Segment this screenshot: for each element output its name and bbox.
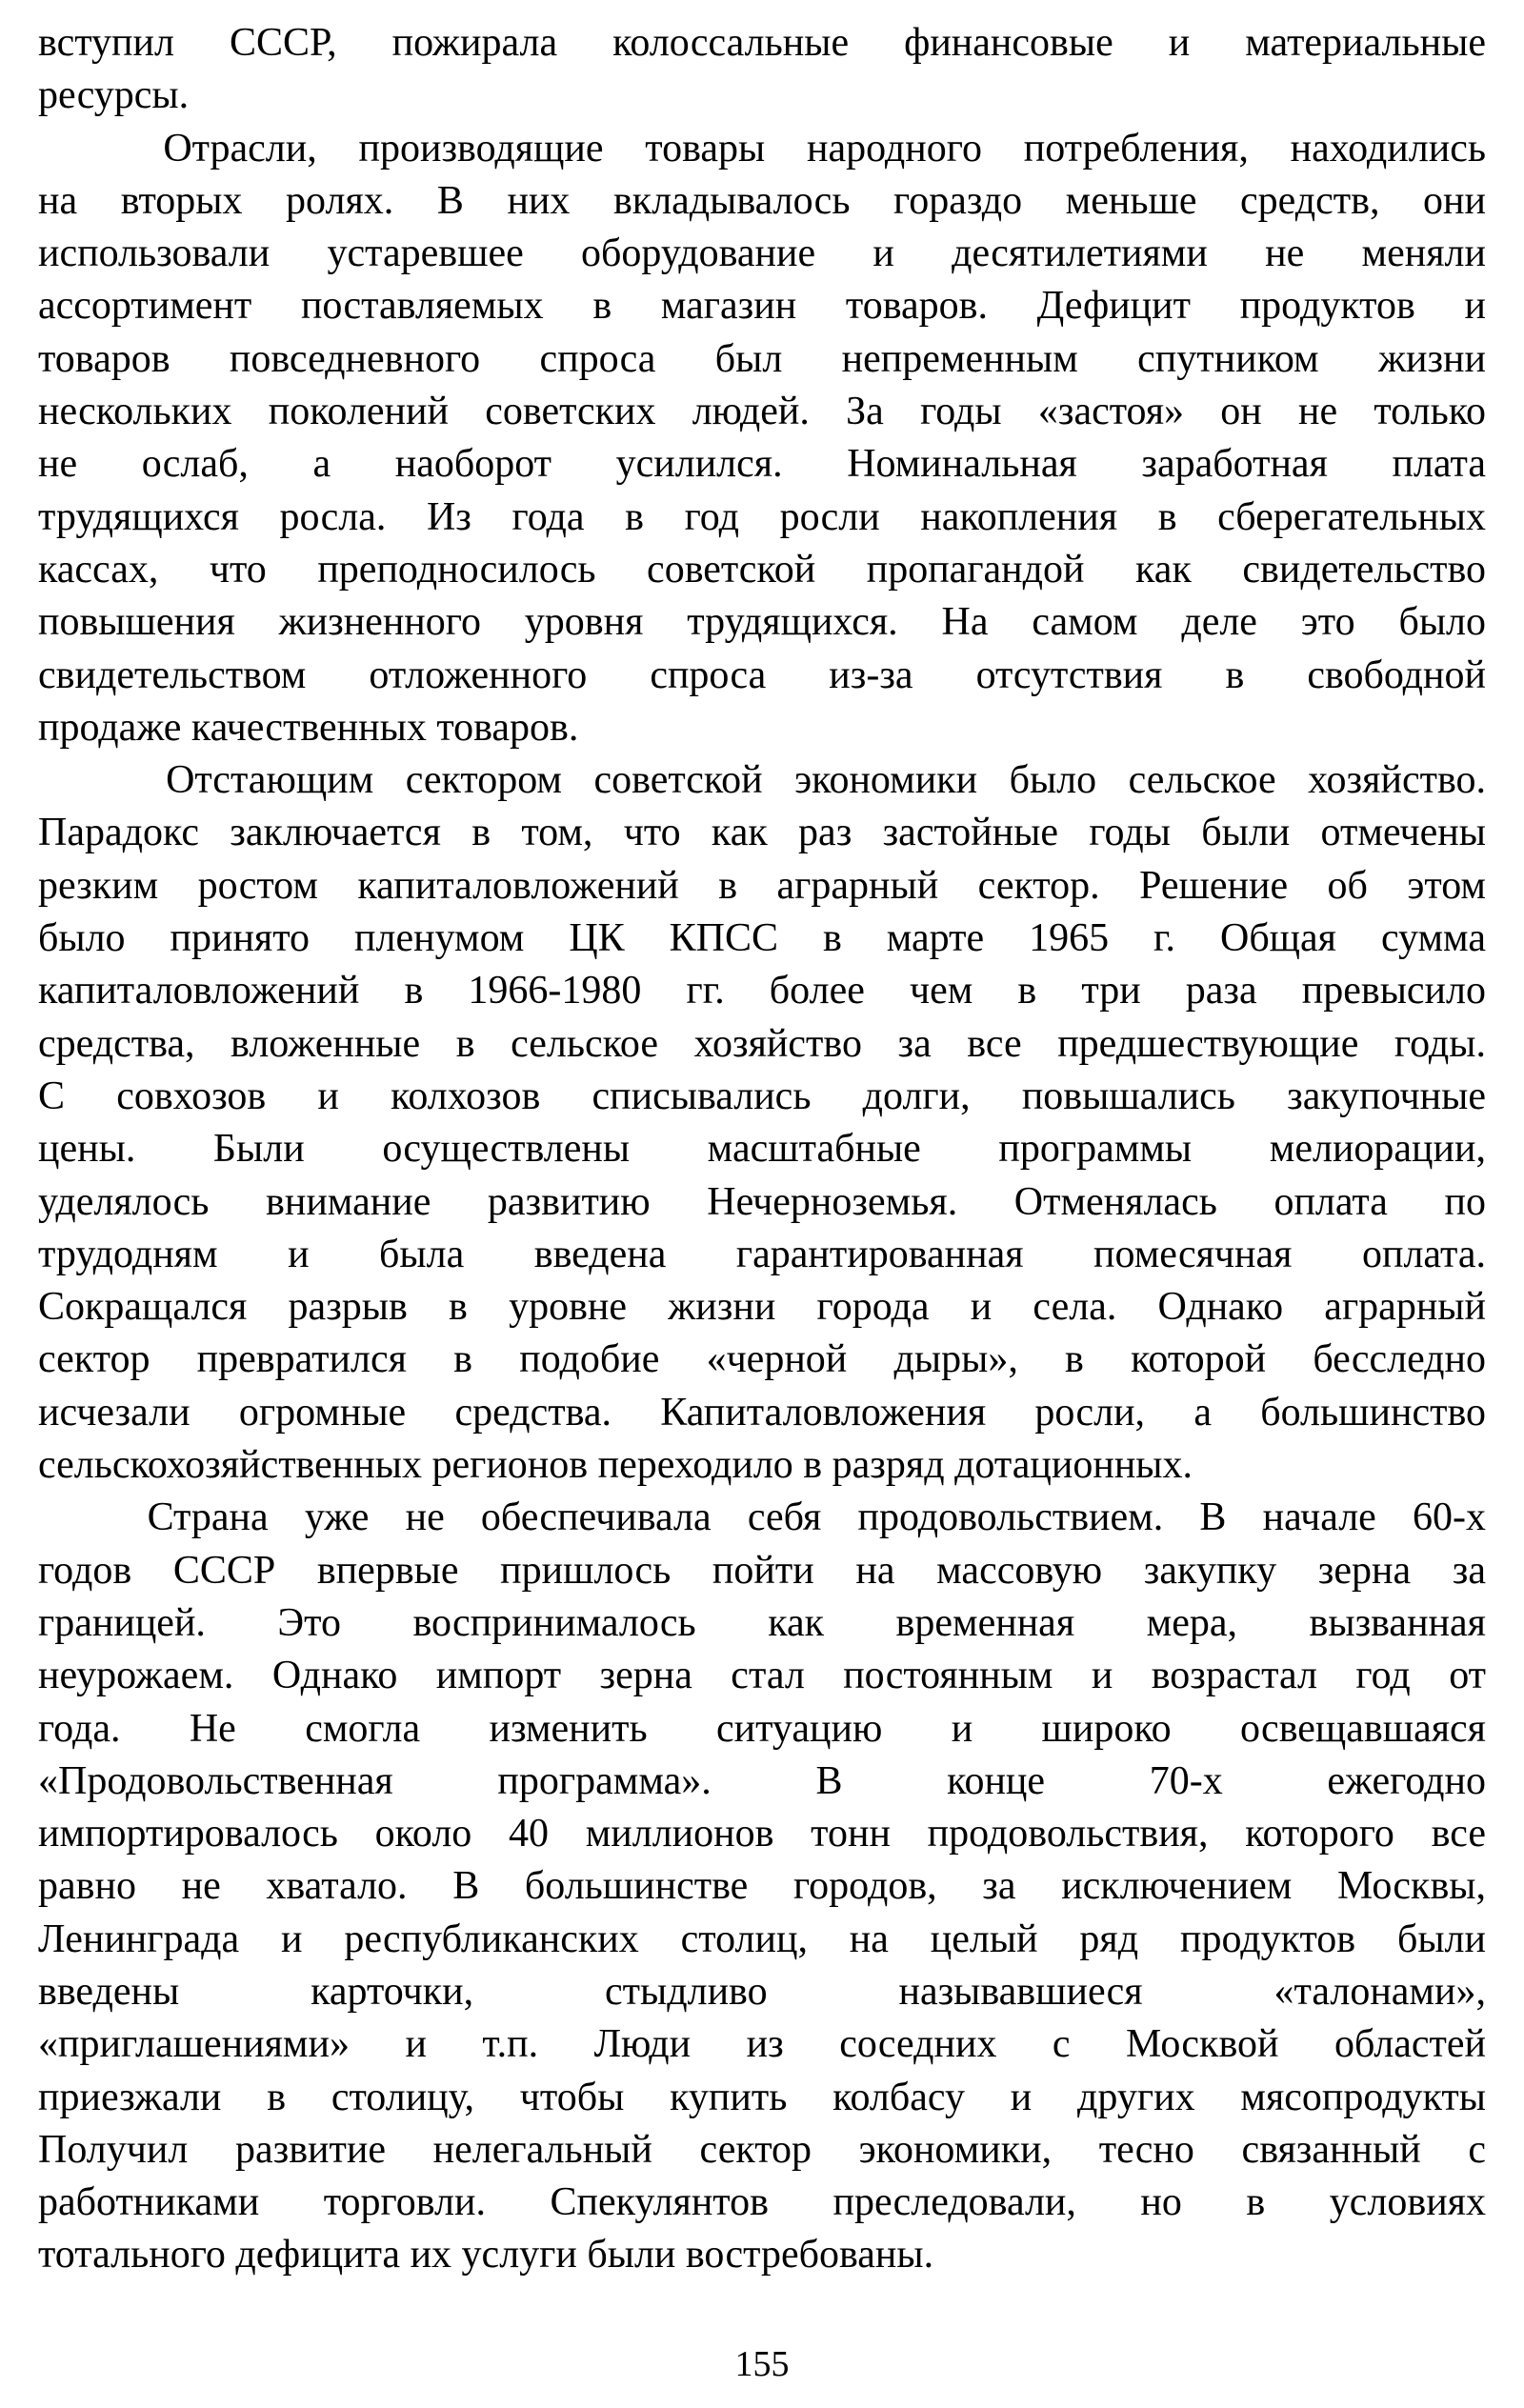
text-line: тотального дефицита их услуги были востребованы. xyxy=(38,2233,934,2278)
text-line: Парадокс заключается в том, что как раз застойные годы были отмечены xyxy=(38,811,1486,855)
text-line: годов СССР впервые пришлось пойти на массовую закупку зерна за xyxy=(38,1548,1486,1593)
text-line: Ленинграда и республиканских столиц, на целый ряд продуктов были xyxy=(38,1916,1486,1961)
text-line: ресурсы. xyxy=(38,73,190,118)
text-line: средства, вложенные в сельское хозяйство за все предшествующие годы. xyxy=(38,1021,1486,1066)
text-line: работниками торговли. Спекулянтов преследовали, но в условиях xyxy=(38,2180,1486,2225)
text-line: равно не хватало. В большинстве городов, за исключением Москвы, xyxy=(38,1864,1486,1909)
text-line: на вторых ролях. В них вкладывалось гораздо меньше средств, они xyxy=(38,178,1486,223)
text-line: сельскохозяйственных регионов переходило в разряд дотационных. xyxy=(38,1443,1193,1488)
text-line: резким ростом капиталовложений в аграрный сектор. Решение об этом xyxy=(38,863,1486,908)
text-line: трудящихся росла. Из года в год росли накопления в сберегательных xyxy=(38,494,1486,539)
text-line: Отрасли, производящие товары народного потребления, находились xyxy=(38,126,1486,171)
page-number: 155 xyxy=(734,2344,790,2384)
text-line: кассах, что преподносилось советской пропагандой как свидетельство xyxy=(38,547,1486,592)
text-line: «приглашениями» и т.п. Люди из соседних с Москвой областей xyxy=(38,2022,1486,2067)
text-line: свидетельством отложенного спроса из-за отсутствия в свободной xyxy=(38,652,1486,697)
text-line: вступил СССР, пожирала колоссальные финансовые и материальные xyxy=(38,21,1486,65)
text-line: С совхозов и колхозов списывались долги, повышались закупочные xyxy=(38,1074,1486,1118)
text-line: границей. Это воспринималось как временная мера, вызванная xyxy=(38,1600,1486,1645)
text-line: неурожаем. Однако импорт зерна стал постоянным и возрастал год от xyxy=(38,1654,1486,1698)
text-line: сектор превратился в подобие «черной дыры», в которой бесследно xyxy=(38,1337,1486,1382)
text-line: продаже качественных товаров. xyxy=(38,705,579,750)
text-line: капиталовложений в 1966-1980 гг. более чем в три раза превысило xyxy=(38,969,1486,1013)
text-line: Страна уже не обеспечивала себя продовольствием. В начале 60-х xyxy=(38,1495,1486,1540)
text-line: исчезали огромные средства. Капиталовложения росли, а большинство xyxy=(38,1390,1486,1435)
text-line: импортировалось около 40 миллионов тонн продовольствия, которого все xyxy=(38,1812,1486,1856)
text-line: цены. Были осуществлены масштабные программы мелиорации, xyxy=(38,1127,1486,1172)
text-line: ассортимент поставляемых в магазин товаров. Дефицит продуктов и xyxy=(38,284,1486,329)
body-text xyxy=(38,17,1486,2282)
text-line: Получил развитие нелегальный сектор экономики, тесно связанный с xyxy=(38,2127,1486,2172)
text-line: использовали устаревшее оборудование и десятилетиями не меняли xyxy=(38,231,1486,276)
text-line: уделялось внимание развитию Нечерноземья. Отменялась оплата по xyxy=(38,1179,1486,1224)
text-line: введены карточки, стыдливо называвшиеся «талонами», xyxy=(38,1969,1486,2014)
text-line: «Продовольственная программа». В конце 70-х ежегодно xyxy=(38,1758,1486,1803)
text-line: было принято пленумом ЦК КПСС в марте 1965 г. Общая сумма xyxy=(38,916,1486,961)
text-line: нескольких поколений советских людей. За годы «застоя» он не только xyxy=(38,390,1486,434)
text-line: товаров повседневного спроса был непременным спутником жизни xyxy=(38,336,1486,381)
text-line: повышения жизненного уровня трудящихся. На самом деле это было xyxy=(38,600,1486,645)
text-line: Сокращался разрыв в уровне жизни города и села. Однако аграрный xyxy=(38,1285,1486,1330)
text-line: не ослаб, а наоборот усилился. Номинальная заработная плата xyxy=(38,442,1486,487)
text-line: Отстающим сектором советской экономики было сельское хозяйство. xyxy=(38,758,1486,803)
text-line: приезжали в столицу, чтобы купить колбасу и других мясопродукты xyxy=(38,2075,1486,2119)
text-line: года. Не смогла изменить ситуацию и широко освещавшаяся xyxy=(38,1706,1486,1751)
text-line: трудодням и была введена гарантированная помесячная оплата. xyxy=(38,1232,1486,1276)
